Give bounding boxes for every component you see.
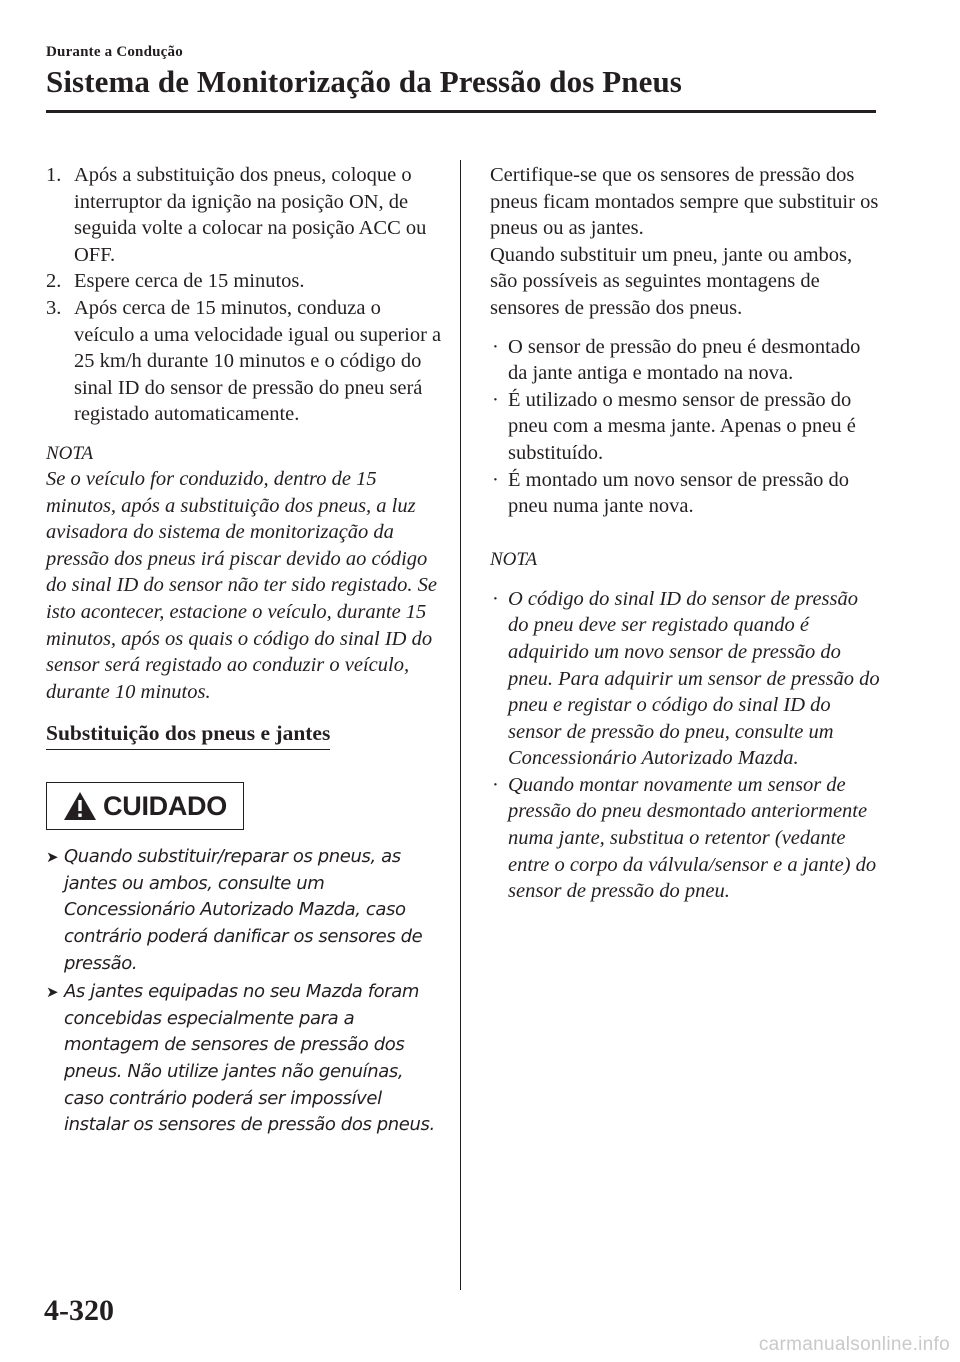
note-item	[490, 772, 882, 905]
page-number: 4-320	[44, 1294, 114, 1327]
header-rule	[46, 110, 876, 113]
note-label: NOTA	[46, 442, 94, 464]
watermark: carmanualsonline.info	[758, 1334, 950, 1355]
step-text: Após a substituição dos pneus, coloque o interruptor da ignição na posição ON, de seguida volte a colocar na posição ACC ou OFF.	[74, 164, 427, 266]
step-text: Espere cerca de 15 minutos.	[74, 270, 305, 293]
right-column	[490, 162, 882, 905]
bullet-icon: ·	[492, 587, 499, 610]
step-item	[46, 162, 442, 268]
bullet-icon: ·	[492, 773, 499, 796]
warning-icon	[63, 791, 97, 821]
list-item	[490, 467, 882, 520]
note-label: NOTA	[490, 548, 538, 570]
bullet-icon: ·	[492, 468, 499, 491]
mounting-options-list	[490, 334, 882, 520]
arrow-right-icon: ➤	[46, 848, 59, 867]
step-item	[46, 295, 442, 428]
note-text: Se o veículo for conduzido, dentro de 15 minutos, após a substituição dos pneus, a luz avisadora do sistema de monitorização da pressão dos pneus irá piscar devido ao código do sinal ID do sensor não ter sido registado. Se isto acontecer, estacione o veículo, durante 15 minutos, após os quais o código do sinal ID do sensor será registado ao conduzir o veículo, durante 10 minutos.	[46, 467, 438, 703]
caution-box	[46, 782, 244, 830]
bullet-icon: ·	[492, 388, 499, 411]
note-item-text: O código do sinal ID do sensor de pressão do pneu deve ser registado quando é adquirido um novo sensor de pressão do pneu. Para adquirir um sensor de pressão do pneu e registar o código do sinal ID do sensor de pressão do pneu, consulte um Concessionário Autorizado Mazda.	[508, 587, 880, 770]
arrow-right-icon: ➤	[46, 983, 59, 1002]
intro-paragraph: Certifique-se que os sensores de pressão dos pneus ficam montados sempre que substituir os pneus ou as jantes.	[490, 164, 879, 240]
page-title: Sistema de Monitorização da Pressão dos Pneus	[46, 64, 682, 99]
list-item-text: É utilizado o mesmo sensor de pressão do pneu com a mesma jante. Apenas o pneu é substituído.	[508, 388, 856, 464]
caution-label: CUIDADO	[103, 790, 227, 821]
note-item-text: Quando montar novamente um sensor de pressão do pneu desmontado anteriormente numa jante, substitua o retentor (vedante entre o corpo da válvula/sensor e a jante) do sensor de pressão do pneu.	[508, 773, 877, 903]
left-column	[46, 162, 442, 1141]
step-number: 2.	[46, 270, 62, 293]
procedure-steps	[46, 162, 442, 428]
step-text: Após cerca de 15 minutos, conduza o veículo a uma velocidade igual ou superior a 25 km/h durante 10 minutos e o código do sinal ID do sensor de pressão do pneu será registado automaticamente.	[74, 296, 442, 426]
step-item	[46, 268, 442, 295]
note-list	[490, 586, 882, 905]
bullet-icon: ·	[492, 335, 499, 358]
caution-item	[46, 979, 442, 1139]
list-item	[490, 387, 882, 467]
intro-paragraph-2: Quando substituir um pneu, jante ou ambos, são possíveis as seguintes montagens de sensores de pressão dos pneus.	[490, 243, 853, 319]
step-number: 1.	[46, 164, 62, 186]
column-divider	[460, 160, 461, 1290]
caution-list	[46, 844, 442, 1139]
list-item-text: É montado um novo sensor de pressão do pneu numa jante nova.	[508, 468, 850, 518]
list-item-text: O sensor de pressão do pneu é desmontado da jante antiga e montado na nova.	[508, 335, 861, 385]
caution-text: As jantes equipadas no seu Mazda foram concebidas especialmente para a montagem de sensores de pressão dos pneus. Não utilize jantes não genuínas, caso contrário poderá ser impossível instalar os sensores de pressão dos pneus.	[64, 981, 435, 1136]
caution-text: Quando substituir/reparar os pneus, as jantes ou ambos, consulte um Concessionário Autorizado Mazda, caso contrário poderá danificar os sensores de pressão.	[64, 846, 423, 974]
step-number: 3.	[46, 296, 62, 319]
subsection-title: Substituição dos pneus e jantes	[46, 721, 330, 750]
list-item	[490, 334, 882, 387]
section-label: Durante a Condução	[46, 44, 183, 60]
caution-item	[46, 844, 442, 977]
note-item	[490, 586, 882, 772]
